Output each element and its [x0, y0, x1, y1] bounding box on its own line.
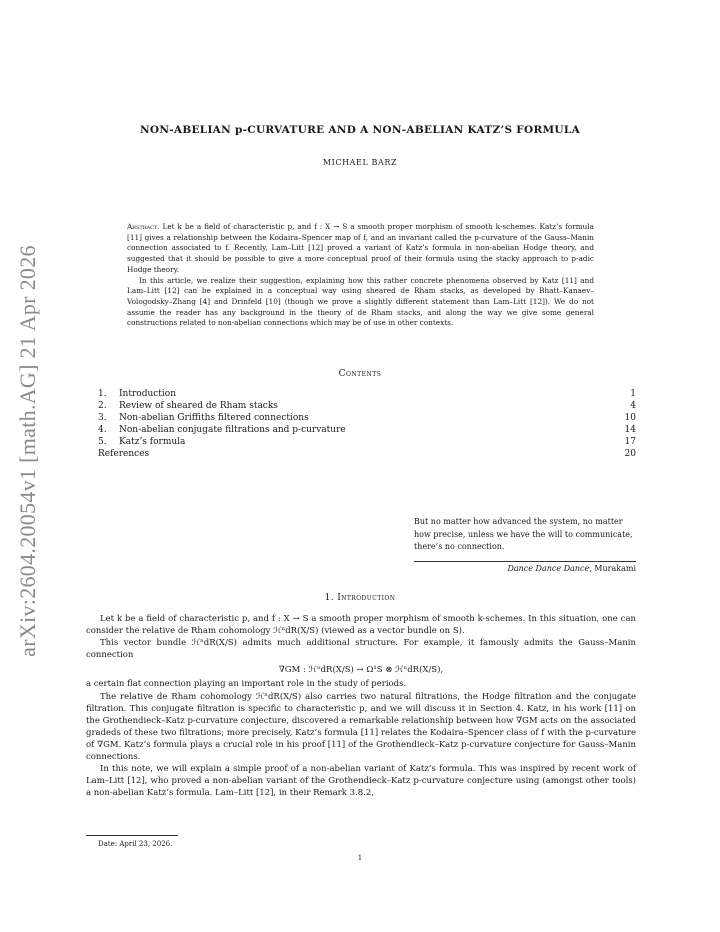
toc-entry-number: 5.: [98, 437, 107, 447]
epigraph-text: But no matter how advanced the system, no matter how precise, unless we have the will to communicate, there’s no connection.: [414, 517, 633, 551]
toc-entry-label: Introduction: [119, 389, 176, 399]
abstract-text-1: Let k be a field of characteristic p, and f : X → S a smooth proper morphism of smooth k-schemes. Katz’s formula [11] gives a relationship between the Kodaira–Spencer map of f, and an invariant called the p-curvature of the Gauss–Manin connection associated to f. Recently, Lam–Litt [12] proved a variant of Katz’s formula in non-abelian Hodge theory, and suggested that it should be possible to give a more conceptual proof of their formula using the stacky approach to p-adic Hodge theory.: [127, 222, 594, 274]
section-title: Introduction: [337, 593, 396, 603]
page-number: 1: [357, 854, 363, 862]
toc-entry-title: [98, 412, 309, 424]
epigraph-source: Dance Dance Dance, Murakami: [507, 564, 636, 573]
body-paragraph-4: The relative de Rham cohomology ℋⁿdR(X/S) also carries two natural filtrations, the Hodge filtration and the conjugate filtration. This conjugate filtration is specific to characteristic p, and we will discuss it in Section 4. Katz, in his work [11] on the Grothendieck–Katz p-curvature conjecture, discovered a remarkable relationship between how ∇GM acts on the associated gradeds of these two filtrations; more precisely, Katz’s formula [11] relates the Kodaira–Spencer class of f with the p-curvature of ∇GM. Katz’s formula plays a crucial role in his proof [11] of the Grothendieck–Katz p-curvature conjecture for Gauss–Manin connections.: [86, 691, 636, 763]
toc-entry-page: 1: [630, 389, 636, 399]
toc-entry-page: 10: [624, 413, 636, 423]
abstract-label: Abstract.: [127, 222, 160, 231]
section-number: 1.: [324, 593, 335, 603]
toc-entry-katz[interactable]: [98, 436, 636, 448]
toc-entry-review[interactable]: [98, 400, 636, 412]
body-paragraph-1: Let k be a field of characteristic p, and f : X → S a smooth proper morphism of smooth k-schemes. In this situation, one can consider the relative de Rham cohomology ℋⁿdR(X/S) (viewed as a vector bundle on S).: [86, 614, 636, 637]
toc-entry-references[interactable]: [98, 448, 636, 460]
section-heading: [0, 593, 720, 603]
toc-entry-title: [98, 388, 176, 400]
toc-entry-label: Katz’s formula: [119, 437, 186, 447]
toc-entry-page: 4: [630, 401, 636, 411]
epigraph-rule: [414, 561, 636, 562]
paper-title: NON-ABELIAN p-CURVATURE AND A NON-ABELIAN KATZ’S FORMULA: [139, 124, 581, 136]
toc-entry-number: 2.: [98, 401, 107, 411]
toc-entry-number: 4.: [98, 425, 107, 435]
arxiv-identifier: arXiv:2604.20054v1 [math.AG] 21 Apr 2026: [15, 245, 40, 657]
toc-entry-label: Review of sheared de Rham stacks: [119, 401, 278, 411]
toc-entry-number: 1.: [98, 389, 107, 399]
toc-entry-label: Non-abelian conjugate filtrations and p-curvature: [119, 425, 346, 435]
body-paragraph-5: In this note, we will explain a simple proof of a non-abelian variant of Katz’s formula. This was inspired by recent work of Lam–Litt [12], who proved a non-abelian variant of the Grothendieck–Katz p-curvature conjecture using (amongst other tools) a non-abelian Katz’s formula. Lam–Litt [12], in their Remark 3.8.2,: [86, 764, 636, 799]
paper-author: MICHAEL BARZ: [322, 158, 398, 167]
abstract: [127, 222, 594, 329]
toc-entry-page: 17: [624, 437, 636, 447]
toc-entry-number: 3.: [98, 413, 107, 423]
display-equation: ∇GM : ℋⁿdR(X/S) → Ω¹S ⊗ ℋⁿdR(X/S),: [278, 665, 444, 676]
body-text: [86, 613, 636, 799]
abstract-paragraph-1: [127, 222, 594, 276]
toc-entry-title: [98, 436, 185, 448]
epigraph-work: Dance Dance Dance: [507, 564, 590, 573]
footnote-rule: [86, 835, 178, 836]
toc-entry-label: References: [98, 449, 150, 459]
contents-heading: Contents: [338, 369, 382, 379]
toc-entry-griffiths[interactable]: [98, 412, 636, 424]
toc-entry-title: [98, 400, 278, 412]
toc-entry-label: Non-abelian Griffiths filtered connections: [119, 413, 309, 423]
toc-entry-title: [98, 448, 149, 460]
abstract-paragraph-2: In this article, we realize their suggestion, explaining how this rather concrete phenomena observed by Katz [11] and Lam–Litt [12] can be explained in a conceptual way using sheared de Rham stacks, as developed by Bhatt–Kanaev–Vologodsky–Zhang [4] and Drinfeld [10] (though we prove a slightly different statement than Lam–Litt [12]). We do not assume the reader has any background in the theory of de Rham stacks, and along the way we give some general constructions related to non-abelian connections which may be of use in other contexts.: [127, 275, 594, 328]
body-paragraph-2: This vector bundle ℋⁿdR(X/S) admits much additional structure. For example, it famously admits the Gauss–Manin connection: [86, 638, 636, 661]
epigraph-author: Murakami: [594, 564, 636, 573]
footnote-date: Date: April 23, 2026.: [98, 840, 173, 848]
toc-entry-page: 14: [624, 425, 636, 435]
toc-entry-conjugate[interactable]: [98, 424, 636, 436]
table-of-contents: [98, 388, 636, 460]
body-paragraph-3: a certain flat connection playing an important role in the study of periods.: [86, 679, 407, 690]
toc-entry-introduction[interactable]: [98, 388, 636, 400]
toc-entry-page: 20: [624, 449, 636, 459]
toc-entry-title: [98, 424, 346, 436]
